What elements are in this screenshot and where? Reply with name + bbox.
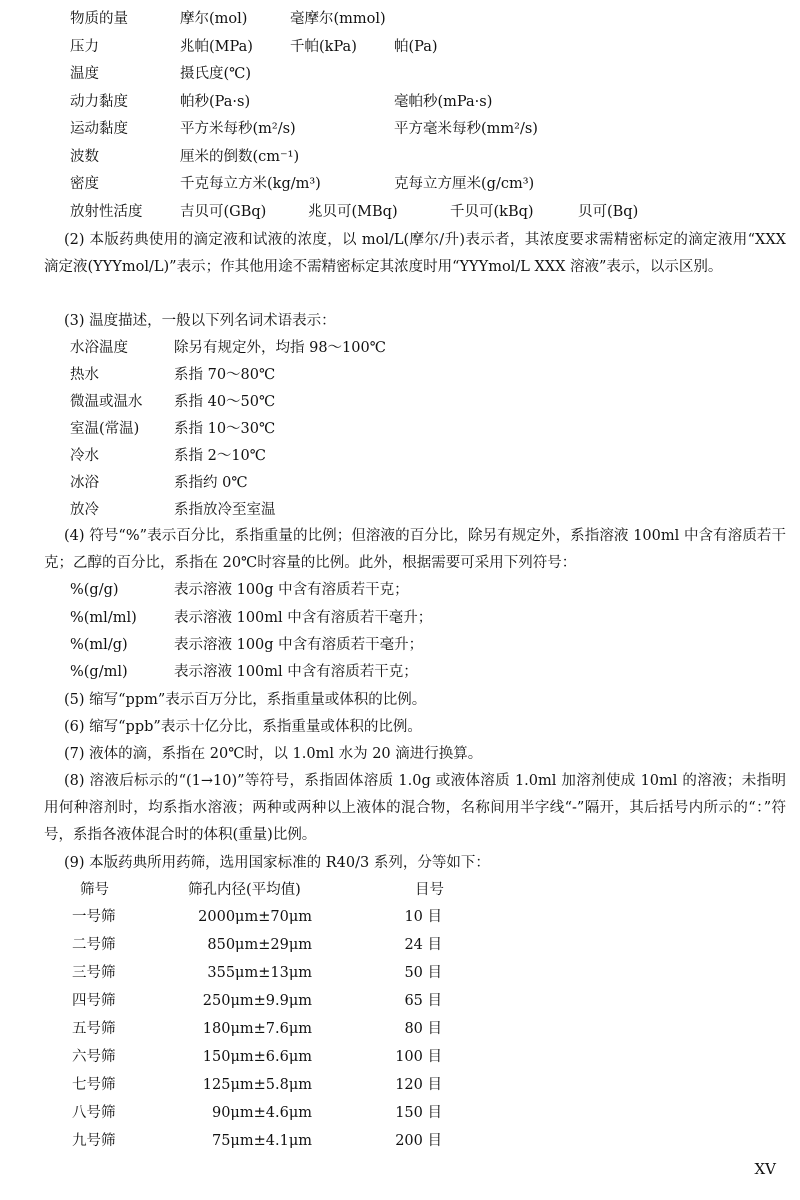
sieve-row bbox=[72, 988, 472, 1015]
sieve-size: 180μm±7.6μm bbox=[202, 1021, 312, 1037]
temp-item: 冷水 系指 2～10℃ bbox=[70, 448, 267, 464]
sieve-mesh: 10 目 bbox=[404, 909, 442, 925]
temp-item: 热水 系指 70～80℃ bbox=[70, 367, 276, 383]
sieve-table-header: 筛号 筛孔内径(平均值) 目号 bbox=[80, 882, 444, 898]
sieve-mesh: 120 目 bbox=[395, 1077, 442, 1093]
temp-item: 室温(常温) 系指 10～30℃ bbox=[70, 421, 276, 437]
sieve-no: 六号筛 bbox=[72, 1049, 116, 1065]
sieve-row bbox=[72, 932, 472, 959]
sieve-mesh: 50 目 bbox=[404, 965, 442, 981]
sieve-no: 四号筛 bbox=[72, 993, 116, 1009]
sieve-size: 125μm±5.8μm bbox=[202, 1077, 312, 1093]
sieve-row bbox=[72, 1128, 472, 1155]
unit-row-amount: 物质的量 摩尔(mol) 毫摩尔(mmol) bbox=[70, 11, 386, 27]
unit-row-kinematic-viscosity: 运动黏度 平方米每秒(m²/s) 平方毫米每秒(mm²/s) bbox=[70, 121, 538, 137]
unit-row-wavenumber: 波数 厘米的倒数(cm⁻¹) bbox=[70, 149, 300, 165]
percent-item: %(g/ml) 表示溶液 100ml 中含有溶质若干克； bbox=[70, 664, 418, 680]
sieve-size: 150μm±6.6μm bbox=[202, 1049, 312, 1065]
sieve-row bbox=[72, 1044, 472, 1071]
sieve-no: 一号筛 bbox=[72, 909, 116, 925]
paragraph-3: (3) 温度描述，一般以下列名词术语表示： bbox=[64, 313, 336, 329]
sieve-size: 2000μm±70μm bbox=[198, 909, 312, 925]
sieve-mesh: 65 目 bbox=[404, 993, 442, 1009]
sieve-mesh: 100 目 bbox=[395, 1049, 442, 1065]
sieve-no: 三号筛 bbox=[72, 965, 116, 981]
temp-item: 水浴温度 除另有规定外，均指 98～100℃ bbox=[70, 340, 386, 356]
sieve-row bbox=[72, 1016, 472, 1043]
paragraph-5: (5) 缩写“ppm”表示百万分比，系指重量或体积的比例。 bbox=[64, 692, 427, 708]
paragraph-2: (2) 本版药典使用的滴定液和试液的浓度，以 mol/L(摩尔/升)表示者，其浓度要求需精密标定的滴定液用“XXX 滴定液(YYYmol/L)”表示；作其他用途不需精密标定其浓度时用“YYYmol/L XXX 溶液”表示，以示区别。 bbox=[44, 232, 786, 275]
paragraph-4: (4) 符号“%”表示百分比，系指重量的比例；但溶液的百分比，除另有规定外，系指溶液 100ml 中含有溶质若干克；乙醇的百分比，系指在 20℃时容量的比例。此外，根据需要可采用下列符号： bbox=[44, 528, 786, 571]
sieve-row bbox=[72, 960, 472, 987]
sieve-size: 75μm±4.1μm bbox=[211, 1133, 312, 1149]
temp-item: 放冷 系指放冷至室温 bbox=[70, 502, 276, 518]
sieve-no: 五号筛 bbox=[72, 1021, 116, 1037]
temp-item: 冰浴 系指约 0℃ bbox=[70, 475, 248, 491]
sieve-size: 90μm±4.6μm bbox=[211, 1105, 312, 1121]
page-number: XV bbox=[754, 1160, 776, 1178]
sieve-row bbox=[72, 1100, 472, 1127]
temp-item: 微温或温水 系指 40～50℃ bbox=[70, 394, 276, 410]
sieve-no: 九号筛 bbox=[72, 1133, 116, 1149]
percent-item: %(g/g) 表示溶液 100g 中含有溶质若干克； bbox=[70, 582, 409, 598]
sieve-no: 二号筛 bbox=[72, 937, 116, 953]
sieve-mesh: 150 目 bbox=[395, 1105, 442, 1121]
sieve-size: 250μm±9.9μm bbox=[202, 993, 312, 1009]
unit-row-radioactivity: 放射性活度 吉贝可(GBq) 兆贝可(MBq) 千贝可(kBq) 贝可(Bq) bbox=[70, 204, 639, 220]
sieve-mesh: 200 目 bbox=[395, 1133, 442, 1149]
percent-item: %(ml/ml) 表示溶液 100ml 中含有溶质若干毫升； bbox=[70, 610, 433, 626]
sieve-mesh: 80 目 bbox=[404, 1021, 442, 1037]
sieve-row bbox=[72, 904, 472, 931]
sieve-no: 八号筛 bbox=[72, 1105, 116, 1121]
sieve-size: 850μm±29μm bbox=[207, 937, 312, 953]
paragraph-9: (9) 本版药典所用药筛，选用国家标准的 R40/3 系列，分等如下： bbox=[64, 855, 490, 871]
unit-row-temperature: 温度 摄氏度(℃) bbox=[70, 66, 252, 82]
paragraph-6: (6) 缩写“ppb”表示十亿分比，系指重量或体积的比例。 bbox=[64, 719, 422, 735]
paragraph-7: (7) 液体的滴，系指在 20℃时，以 1.0ml 水为 20 滴进行换算。 bbox=[64, 746, 483, 762]
paragraph-8: (8) 溶液后标示的“(1→10)”等符号，系指固体溶质 1.0g 或液体溶质 1.0ml 加溶剂使成 10ml 的溶液；未指明用何种溶剂时，均系指水溶液；两种或两种以上液体的混合物，名称间用半字线“-”隔开，其后括号内所示的“：”符号，系指各液体混合时的体积(重量)比例。 bbox=[44, 773, 786, 843]
sieve-mesh: 24 目 bbox=[404, 937, 442, 953]
sieve-row bbox=[72, 1072, 472, 1099]
percent-item: %(ml/g) 表示溶液 100g 中含有溶质若干毫升； bbox=[70, 637, 424, 653]
sieve-size: 355μm±13μm bbox=[207, 965, 312, 981]
unit-row-dynamic-viscosity: 动力黏度 帕秒(Pa·s) 毫帕秒(mPa·s) bbox=[70, 94, 493, 110]
unit-row-density: 密度 千克每立方米(kg/m³) 克每立方厘米(g/cm³) bbox=[70, 176, 535, 192]
unit-row-pressure: 压力 兆帕(MPa) 千帕(kPa) 帕(Pa) bbox=[70, 39, 438, 55]
sieve-no: 七号筛 bbox=[72, 1077, 116, 1093]
